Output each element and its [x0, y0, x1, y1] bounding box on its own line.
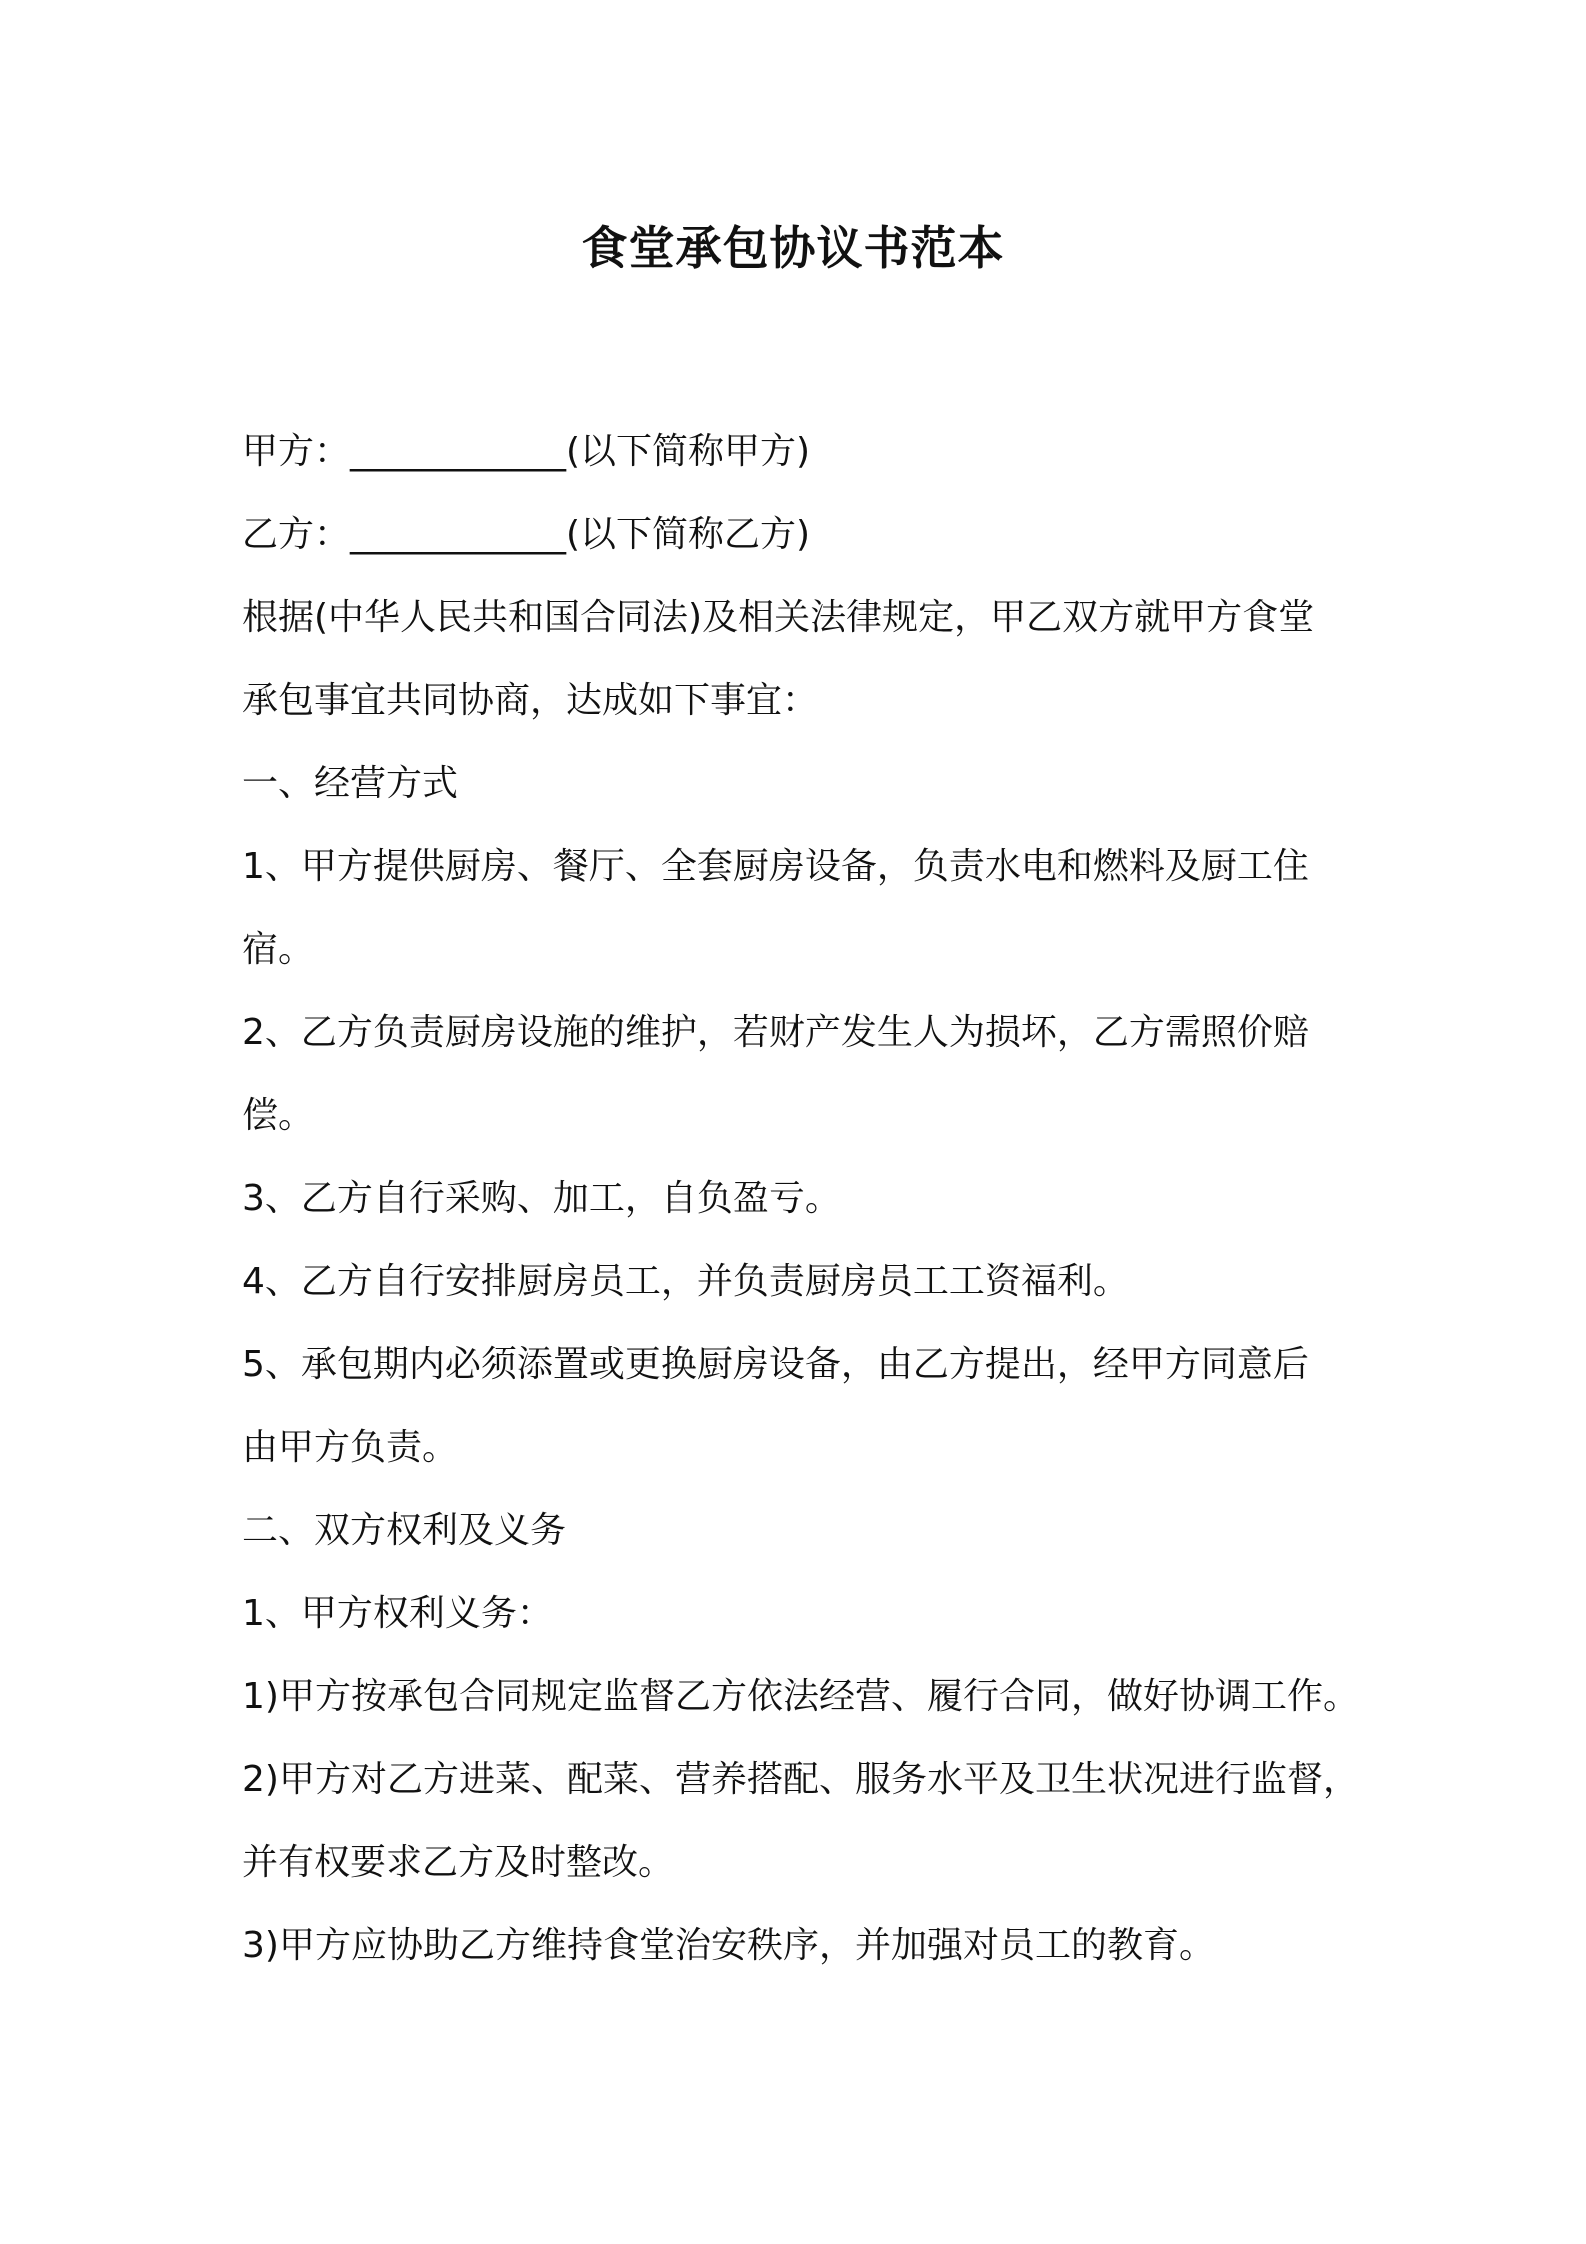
preamble-line-1: 根据(中华人民共和国合同法)及相关法律规定，甲乙双方就甲方食堂	[242, 597, 1315, 638]
party-b-line: 乙方：____________(以下简称乙方)	[242, 514, 811, 555]
clause-1-1-line-1: 1、甲方提供厨房、餐厅、全套厨房设备，负责水电和燃料及厨工住	[242, 846, 1309, 887]
item-3: 3)甲方应协助乙方维持食堂治安秩序，并加强对员工的教育。	[242, 1925, 1215, 1966]
item-2-line-1: 2)甲方对乙方进菜、配菜、营养搭配、服务水平及卫生状况进行监督，	[242, 1759, 1359, 1800]
section-heading-2: 二、双方权利及义务	[242, 1510, 567, 1551]
clause-1-3: 3、乙方自行采购、加工，自负盈亏。	[242, 1178, 841, 1219]
document-title: 食堂承包协议书范本	[581, 221, 1005, 275]
clause-1-4: 4、乙方自行安排厨房员工，并负责厨房员工工资福利。	[242, 1261, 1129, 1302]
document-body	[242, 410, 1359, 1987]
clause-1-2-line-2: 偿。	[242, 1095, 315, 1136]
subsection-heading-2-1: 1、甲方权利义务：	[242, 1593, 553, 1634]
clause-1-2-line-1: 2、乙方负责厨房设施的维护，若财产发生人为损坏，乙方需照价赔	[242, 1012, 1309, 1053]
party-a-line: 甲方：____________(以下简称甲方)	[242, 431, 811, 472]
section-heading-1: 一、经营方式	[242, 763, 459, 804]
item-2-line-2: 并有权要求乙方及时整改。	[242, 1842, 675, 1883]
clause-1-5-line-2: 由甲方负责。	[242, 1427, 459, 1468]
item-1: 1)甲方按承包合同规定监督乙方依法经营、履行合同，做好协调工作。	[242, 1676, 1359, 1717]
clause-1-1-line-2: 宿。	[242, 929, 315, 970]
preamble-line-2: 承包事宜共同协商，达成如下事宜：	[242, 680, 819, 721]
clause-1-5-line-1: 5、承包期内必须添置或更换厨房设备，由乙方提出，经甲方同意后	[242, 1344, 1309, 1385]
